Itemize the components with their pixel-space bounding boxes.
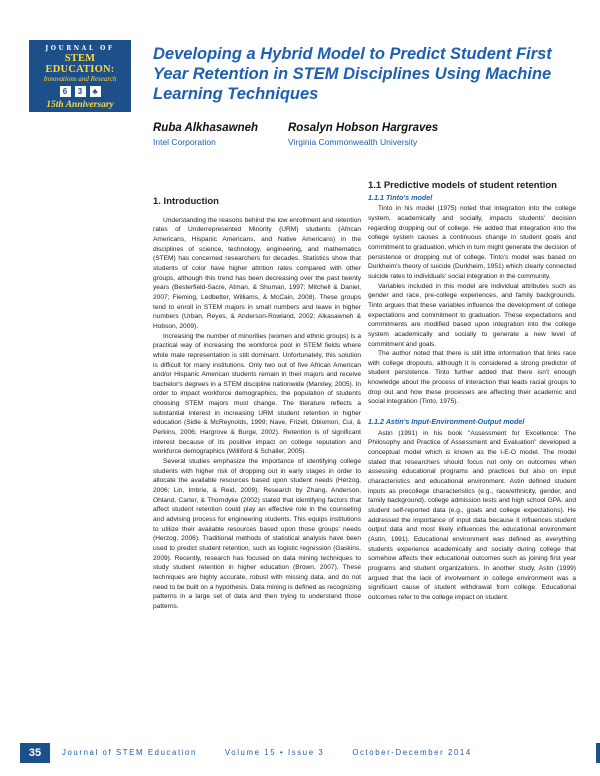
author-name: Rosalyn Hobson Hargraves — [288, 122, 439, 134]
author-list — [153, 122, 518, 147]
paragraph: Increasing the number of minorities (women and ethnic groups) is a practical way of increasing the workforce pool in STEM fields where white male representation is still dominant. Unfortunately, this solution is difficult for many institutions. Only two out of five African American and/or Hispanic American students remain in their majors and receive bachelor's degrees in a STEM discipline nationwide (Marxley, 2005). In order to impact workforce demographics, the population of students choosing STEM majors must change. The literature reflects a substantial interest in increasing URM student retention in higher education (Sidle & McReynolds, 1999; Nave, Frizell, Obiomon, Cui, & Perkins, 2006; Hargrove & Burge, 2002). Retention is of significant interest because of its positive impact on college reputation and workforce demographics (Williford & Schaller, 2005). — [153, 332, 361, 456]
logo-icon-3: ♣ — [90, 86, 101, 97]
author-name: Ruba Alkhasawneh — [153, 122, 259, 134]
footer-text — [62, 748, 472, 757]
paragraph: The author noted that there is still little information that links race with college dropouts, although it is considered a strong predictor of student persistence. Tinto further added that there isn't enough knowledge about the process of interaction that leads racial groups to drop out and how these processes are affecting their academic and social integration (Tinto, 1975). — [368, 350, 576, 406]
left-column — [153, 197, 361, 612]
paragraph: Understanding the reasons behind the low enrollment and retention rates of Underrepresented Minority (URM) students (African Americans, Hispanic Americans, and Native Americans) in the disciplines of science, technology, engineering, and mathematics (STEM) has concerned researchers for decades. Statistics show that students of color have higher attrition rates compared with other groups, although this trend has been decreasing over the past twenty years (Besterfield-Sacre, Atman, & Shuman, 1997; Mitchell & Daniel, 2007; Fleming, Ledbetter, Williams, & McCain, 2008). These groups tend to enroll in STEM majors in small numbers and leave in higher numbers (Urban, Reyes, & Anderson-Rowland, 2002; Alkasawneh & Hobson, 2009). — [153, 216, 361, 330]
logo-line2: STEM EDUCATION: — [45, 53, 115, 75]
logo-anniversary: 15th Anniversary — [46, 100, 114, 110]
subsection-heading-tinto: 1.1.1 Tinto's model — [368, 192, 433, 202]
footer-journal: Journal of STEM Education — [62, 748, 197, 757]
paragraph: Several studies emphasize the importance of identifying college students with higher risk of dropping out in early stages in order to allocate the available resources based upon student needs (Herzog, 2006; Lin, Imbrie, & Reid, 2009). Research by Zhang, Anderson, Ohland, Carter, & Thorndyke (2002) stated that identifying factors that affect student retention could play an effective role in the counseling and advising process for engineering students. This equips institutions to utilize their available resources based upon those groups' needs (Herzog, 2006). Traditional methods of statistical analysis have been used to predict student retention, such as logistic regression (Gaskins, 2009). Recently, research has focused on data mining techniques to study student retention in higher education (Brown, 2007). These techniques are highly accurate, robust with missing data, and do not need to be built on a hypothesis. Data mining is defined as recognizing patterns in a large set of data and then trying to understand those patterns. — [153, 458, 361, 610]
author-2 — [288, 122, 518, 147]
logo-icon-1: 6 — [60, 86, 71, 97]
section-heading-predictive-models: 1.1 Predictive models of student retention — [368, 180, 557, 191]
subsection-heading-astin: 1.1.2 Astin's Input-Environment-Output model — [368, 417, 525, 427]
logo-line3: Innovations and Research — [43, 75, 117, 83]
paragraph: Tinto in his model (1975) noted that integration into the college system, academically and socially, impacts students' decision regarding dropping out of college. He added that integration into the college system causes a continuous change in student goals and commitment to graduation, which in turn might generate the decision of persistence or dropping out of college. Tinto's model was based on Durkheim's theory of suicide (Durkheim, 1951) which clearly connected suicide rates to individuals' social integration in the community. — [368, 205, 576, 280]
author-affiliation: Virginia Commonwealth University — [288, 137, 418, 147]
article-title: Developing a Hybrid Model to Predict Student First Year Retention in STEM Disciplines Using Machine Learning Techniques — [153, 45, 552, 103]
footer-issue: Volume 15 • Issue 3 — [224, 748, 325, 757]
logo-icon-2: 3 — [75, 86, 86, 97]
author-affiliation: Intel Corporation — [153, 137, 216, 147]
author-1 — [153, 122, 288, 147]
footer-edge-bar — [596, 743, 600, 763]
paragraph: Variables included in this model are individual attributes such as gender and race, pre-college experiences, and family backgrounds. Tinto argues that these variables influence the development of college expectations and commitment to graduation. These expectations and commitments are modified based upon integration into the college system academically and socially to generate a new level of commitment and goals. — [368, 282, 576, 348]
paragraph: Astin (1991) in his book "Assessment for Excellence: The Philosophy and Practice of Assessment and Evaluation" developed a conceptual model which is known as the I-E-O model. The model stated that researchers should focus not only on outcomes when assessing educational programs and practices but also on input characteristics and educational environment. Astin defined student inputs as precollege characteristics (e.g., race/ethnicity, gender, and family background), college admission tests and high school GPA, and student self-reported data (e.g., goals and college expectations). He addressed the importance of input data because it influences student output data and most likely influences the educational environment (Astin, 1991). Educational environment was defined as everything students experience academically and socially during college that somehow affects their educational outcomes such as joining first year programs and student organizations. In another study, Astin (1999) argued that the lack of involvement in college environment was a significant cause of student withdrawal from college. Educational outcomes refer to the college impact on student. — [368, 429, 576, 601]
page-number: 35 — [20, 743, 50, 763]
page-footer — [0, 743, 600, 765]
logo-icons — [29, 86, 131, 97]
logo-line1: JOURNAL OF — [45, 45, 115, 52]
footer-date: October-December 2014 — [352, 748, 472, 757]
right-column — [368, 181, 576, 603]
section-heading-introduction: 1. Introduction — [153, 196, 219, 207]
journal-logo — [29, 40, 131, 112]
